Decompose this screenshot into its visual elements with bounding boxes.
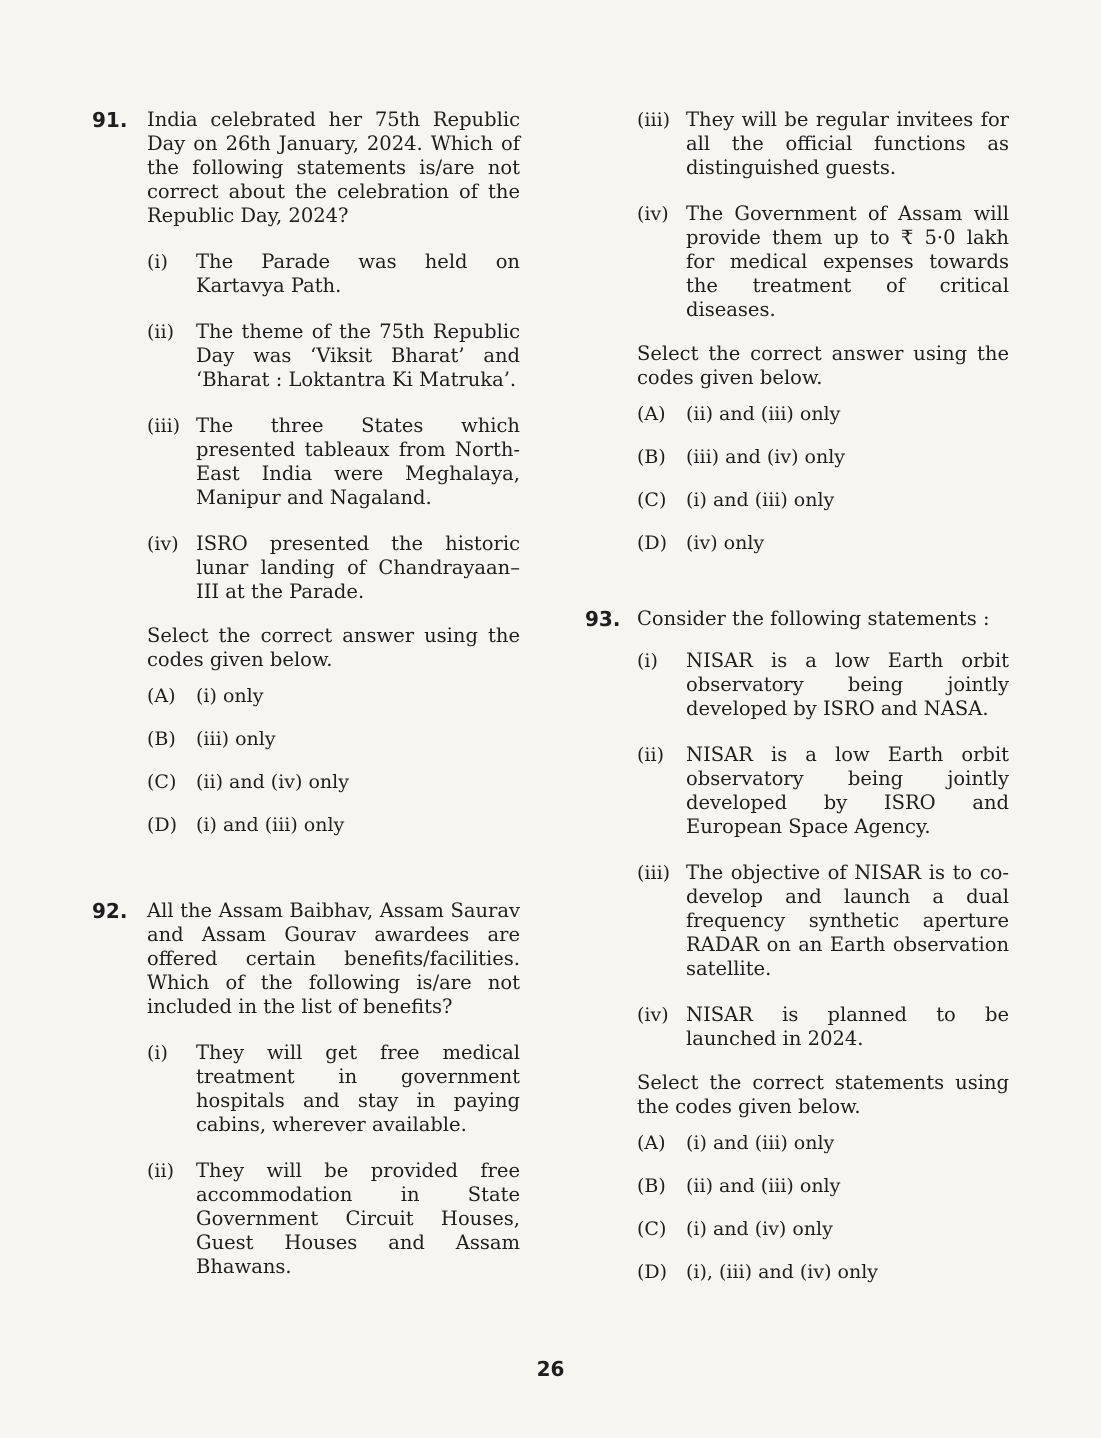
statement-text: The Parade was held on Kartavya Path. (196, 250, 520, 297)
answer-option[interactable] (637, 1217, 1009, 1241)
option-text: (i), (iii) and (iv) only (686, 1261, 879, 1283)
option-text: (i) and (iii) only (686, 1132, 835, 1154)
question-text: Consider the following statements : (637, 607, 990, 630)
answer-options (147, 684, 520, 837)
question-91 (92, 108, 520, 837)
option-letter: (B) (637, 446, 666, 468)
option-letter: (A) (147, 685, 176, 707)
answer-instruction: Select the correct answer using the codes given below. (637, 342, 1009, 389)
statement (147, 414, 520, 510)
question-92 (92, 899, 520, 1279)
option-letter: (D) (637, 532, 668, 554)
statement-numeral: (ii) (147, 321, 174, 343)
statement-text: The objective of NISAR is to co-develop and launch a dual frequency synthetic aperture RADAR on an Earth observation satellite. (686, 861, 1009, 980)
answer-option[interactable] (637, 531, 1009, 555)
option-text: (iv) only (686, 532, 765, 554)
answer-option[interactable] (147, 684, 520, 708)
left-column (92, 108, 520, 1279)
answer-option[interactable] (147, 770, 520, 794)
statement-text: They will be provided free accommodation in State Government Circuit Houses, Guest Houses and Assam Bhawans. (196, 1159, 520, 1278)
statement (147, 250, 520, 298)
question-text: All the Assam Baibhav, Assam Saurav and Assam Gourav awardees are offered certain benefits/facilities. Which of the following is/are not included in the list of benefits? (147, 899, 520, 1018)
statement (637, 1003, 1009, 1051)
option-letter: (B) (637, 1175, 666, 1197)
option-text: (i) and (iii) only (686, 489, 835, 511)
question-number: 93. (585, 607, 621, 631)
answer-instruction: Select the correct answer using the codes given below. (147, 624, 520, 671)
option-letter: (C) (637, 489, 667, 511)
statement-numeral: (iv) (637, 203, 669, 225)
answer-option[interactable] (637, 1260, 1009, 1284)
answer-option[interactable] (147, 727, 520, 751)
statement (637, 649, 1009, 721)
statement (637, 861, 1009, 981)
statement-numeral: (i) (147, 1042, 168, 1064)
option-letter: (C) (637, 1218, 667, 1240)
answer-options (637, 1131, 1009, 1284)
question-number: 92. (92, 899, 128, 923)
answer-option[interactable] (637, 402, 1009, 426)
statement-text: NISAR is planned to be launched in 2024. (686, 1003, 1009, 1050)
option-text: (i) and (iv) only (686, 1218, 833, 1240)
answer-options (637, 402, 1009, 555)
statement-text: The three States which presented tableaux from North-East India were Meghalaya, Manipur and Nagaland. (196, 414, 520, 509)
statement-numeral: (i) (637, 650, 658, 672)
answer-option[interactable] (147, 813, 520, 837)
statement (637, 108, 1009, 180)
statement-text: They will be regular invitees for all the official functions as distinguished guests. (686, 108, 1009, 179)
question-text: India celebrated her 75th Republic Day on 26th January, 2024. Which of the following statements is/are not correct about the celebration of the Republic Day, 2024? (147, 108, 520, 227)
statement-text: NISAR is a low Earth orbit observatory being jointly developed by ISRO and NASA. (686, 649, 1009, 720)
statement-text: The theme of the 75th Republic Day was ‘Viksit Bharat’ and ‘Bharat : Loktantra Ki Matruka’. (196, 320, 520, 391)
option-text: (ii) and (iii) only (686, 403, 841, 425)
option-letter: (B) (147, 728, 176, 750)
option-text: (iii) only (196, 728, 276, 750)
option-letter: (D) (637, 1261, 668, 1283)
statement (637, 202, 1009, 322)
answer-option[interactable] (637, 488, 1009, 512)
option-letter: (A) (637, 1132, 666, 1154)
answer-option[interactable] (637, 1131, 1009, 1155)
statement-text: They will get free medical treatment in government hospitals and stay in paying cabins, wherever available. (196, 1041, 520, 1136)
answer-instruction: Select the correct statements using the codes given below. (637, 1071, 1009, 1118)
statement-numeral: (iii) (637, 109, 671, 131)
statement-numeral: (iii) (637, 862, 671, 884)
statement-numeral: (iv) (637, 1004, 669, 1026)
option-text: (ii) and (iv) only (196, 771, 349, 793)
statement (147, 320, 520, 392)
statement-text: NISAR is a low Earth orbit observatory being jointly developed by ISRO and European Space Agency. (686, 743, 1009, 838)
statement (147, 1041, 520, 1137)
statement-text: The Government of Assam will provide them up to ₹ 5·0 lakh for medical expenses towards the treatment of critical diseases. (686, 202, 1009, 321)
statement-numeral: (i) (147, 251, 168, 273)
statement (147, 532, 520, 604)
option-letter: (C) (147, 771, 177, 793)
statement-numeral: (iii) (147, 415, 181, 437)
statement-numeral: (ii) (637, 744, 664, 766)
option-text: (ii) and (iii) only (686, 1175, 841, 1197)
option-text: (i) and (iii) only (196, 814, 345, 836)
option-letter: (D) (147, 814, 178, 836)
option-text: (i) only (196, 685, 264, 707)
answer-option[interactable] (637, 1174, 1009, 1198)
statement-text: ISRO presented the historic lunar landing of Chandrayaan–III at the Parade. (196, 532, 520, 603)
question-93 (585, 607, 1009, 1284)
right-column (585, 108, 1009, 1284)
question-92-continued (585, 108, 1009, 555)
question-number: 91. (92, 108, 128, 132)
answer-option[interactable] (637, 445, 1009, 469)
statement-numeral: (iv) (147, 533, 179, 555)
statement (147, 1159, 520, 1279)
page-number: 26 (536, 1357, 565, 1381)
statement-numeral: (ii) (147, 1160, 174, 1182)
option-letter: (A) (637, 403, 666, 425)
option-text: (iii) and (iv) only (686, 446, 846, 468)
statement (637, 743, 1009, 839)
